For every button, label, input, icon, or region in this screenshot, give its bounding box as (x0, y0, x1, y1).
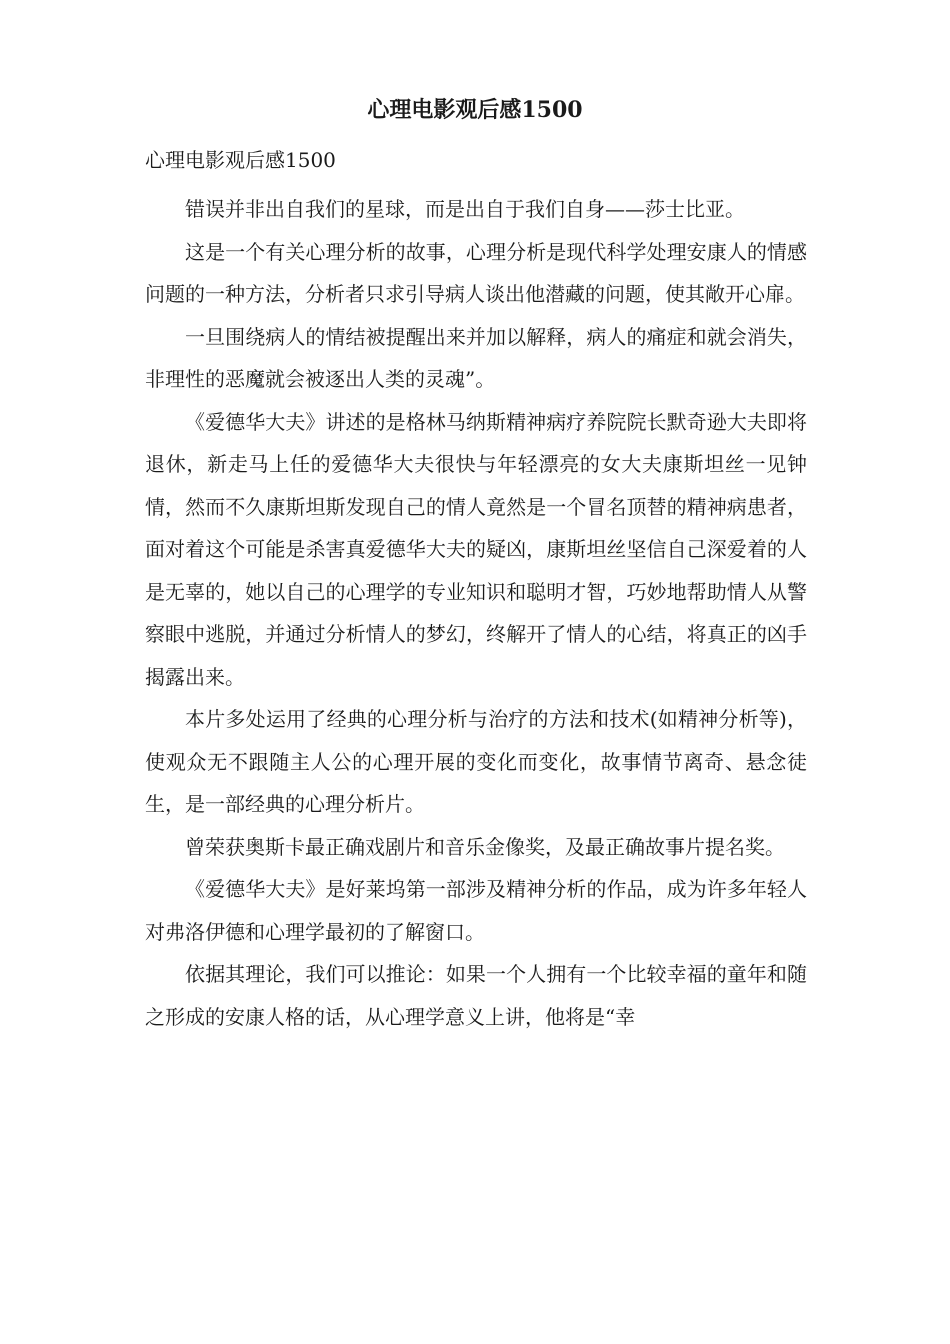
paragraph-6: 曾荣获奥斯卡最正确戏剧片和音乐金像奖，及最正确故事片提名奖。 (185, 834, 785, 859)
document-title: 心理电影观后感1500 (367, 97, 583, 123)
paragraph-4: 《爱德华大夫》讲述的是格林马纳斯精神病疗养院院长默奇逊大夫即将退休，新走马上任的爱德华大夫很快与年轻漂亮的女大夫康斯坦丝一见钟情，然而不久康斯坦斯发现自己的情人竟然是一个冒名顶替的精神病患者，面对着这个可能是杀害真爱德华大夫的疑凶，康斯坦丝坚信自己深爱着的人是无辜的，她以自己的心理学的专业知识和聪明才智，巧妙地帮助情人从警察眼中逃脱，并通过分析情人的梦幻，终解开了情人的心结，将真正的凶手揭露出来。 (145, 409, 807, 689)
document-body (145, 145, 807, 1038)
paragraph-2: 这是一个有关心理分析的故事，心理分析是现代科学处理安康人的情感问题的一种方法，分析者只求引导病人谈出他潜藏的问题，使其敞开心扉。 (145, 239, 807, 306)
paragraph-3: 一旦围绕病人的情结被提醒出来并加以解释，病人的痛症和就会消失，非理性的恶魔就会被逐出人类的灵魂”。 (145, 324, 807, 391)
paragraph-8: 依据其理论，我们可以推论：如果一个人拥有一个比较幸福的童年和随之形成的安康人格的话，从心理学意义上讲，他将是“幸 (145, 962, 807, 1029)
document-subtitle: 心理电影观后感1500 (145, 148, 336, 172)
paragraph-7: 《爱德华大夫》是好莱坞第一部涉及精神分析的作品，成为许多年轻人对弗洛伊德和心理学最初的了解窗口。 (145, 877, 807, 944)
paragraph-5: 本片多处运用了经典的心理分析与治疗的方法和技术(如精神分析等)，使观众无不跟随主人公的心理开展的变化而变化，故事情节离奇、悬念徒生，是一部经典的心理分析片。 (145, 707, 807, 816)
paragraph-1: 错误并非出自我们的星球，而是出自于我们自身——莎士比亚。 (185, 197, 745, 221)
